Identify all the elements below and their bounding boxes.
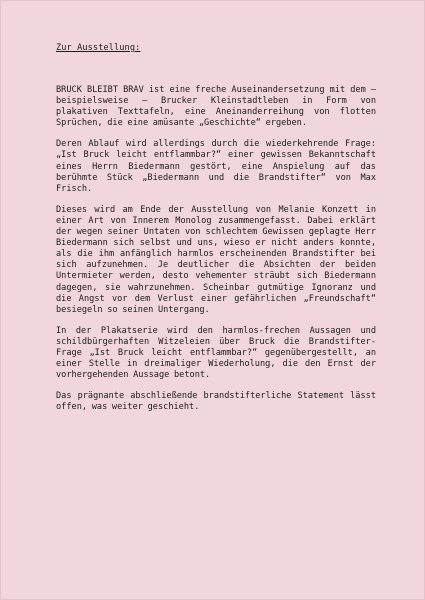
- body-text: [56, 85, 376, 423]
- page-heading: Zur Ausstellung:: [56, 43, 141, 53]
- paragraph-intro: BRUCK BLEIBT BRAV ist eine freche Auseinandersetzung mit dem – beispielsweise – Brucker Kleinstadtleben in Form von plakativen Texttafeln, eine Aneinanderreihung von flotten Sprüchen, die eine amüsante „Geschichte“ ergeben.: [56, 85, 376, 129]
- paragraph-monologue: Dieses wird am Ende der Ausstellung von Melanie Konzett in einer Art von Innerem Monolog zusammengefasst. Dabei erklärt der wegen seiner Untaten von schlechtem Gewissen geplagte Herr Biedermann sich selbst und uns, wieso er nicht anders konnte, als die ihm anfänglich harmlos erscheinenden Brandstifter bei sich aufzunehmen. Je deutlicher die Absichten der beiden Untermieter werden, desto vehementer sträubt sich Biedermann dagegen, sie wahrzunehmen. Scheinbar gutmütige Ignoranz und die Angst vor dem Verlust einer gefährlichen „Freundschaft“ besiegeln so seinen Untergang.: [56, 204, 376, 315]
- paragraph-poster-series: In der Plakatserie wird den harmlos-frechen Aussagen und schildbürgerhaften Witzeleien über Bruck die Brandstifter-Frage „Ist Bruck leicht entflammbar?“ gegenübergestellt, an einer Stelle in dreimaliger Wiederholung, die den Ernst der vorhergehenden Aussage betont.: [56, 325, 376, 381]
- paragraph-question: Deren Ablauf wird allerdings durch die wiederkehrende Frage: „Ist Bruck leicht entflammbar?“ einer gewissen Bekanntschaft eines Herrn Biedermann gestört, eine Anspielung auf das berühmte Stück „Biedermann und die Brandstifter“ von Max Frisch.: [56, 139, 376, 194]
- paragraph-closing: Das prägnante abschließende brandstifterliche Statement lässt offen, was weiter geschieht.: [56, 391, 376, 413]
